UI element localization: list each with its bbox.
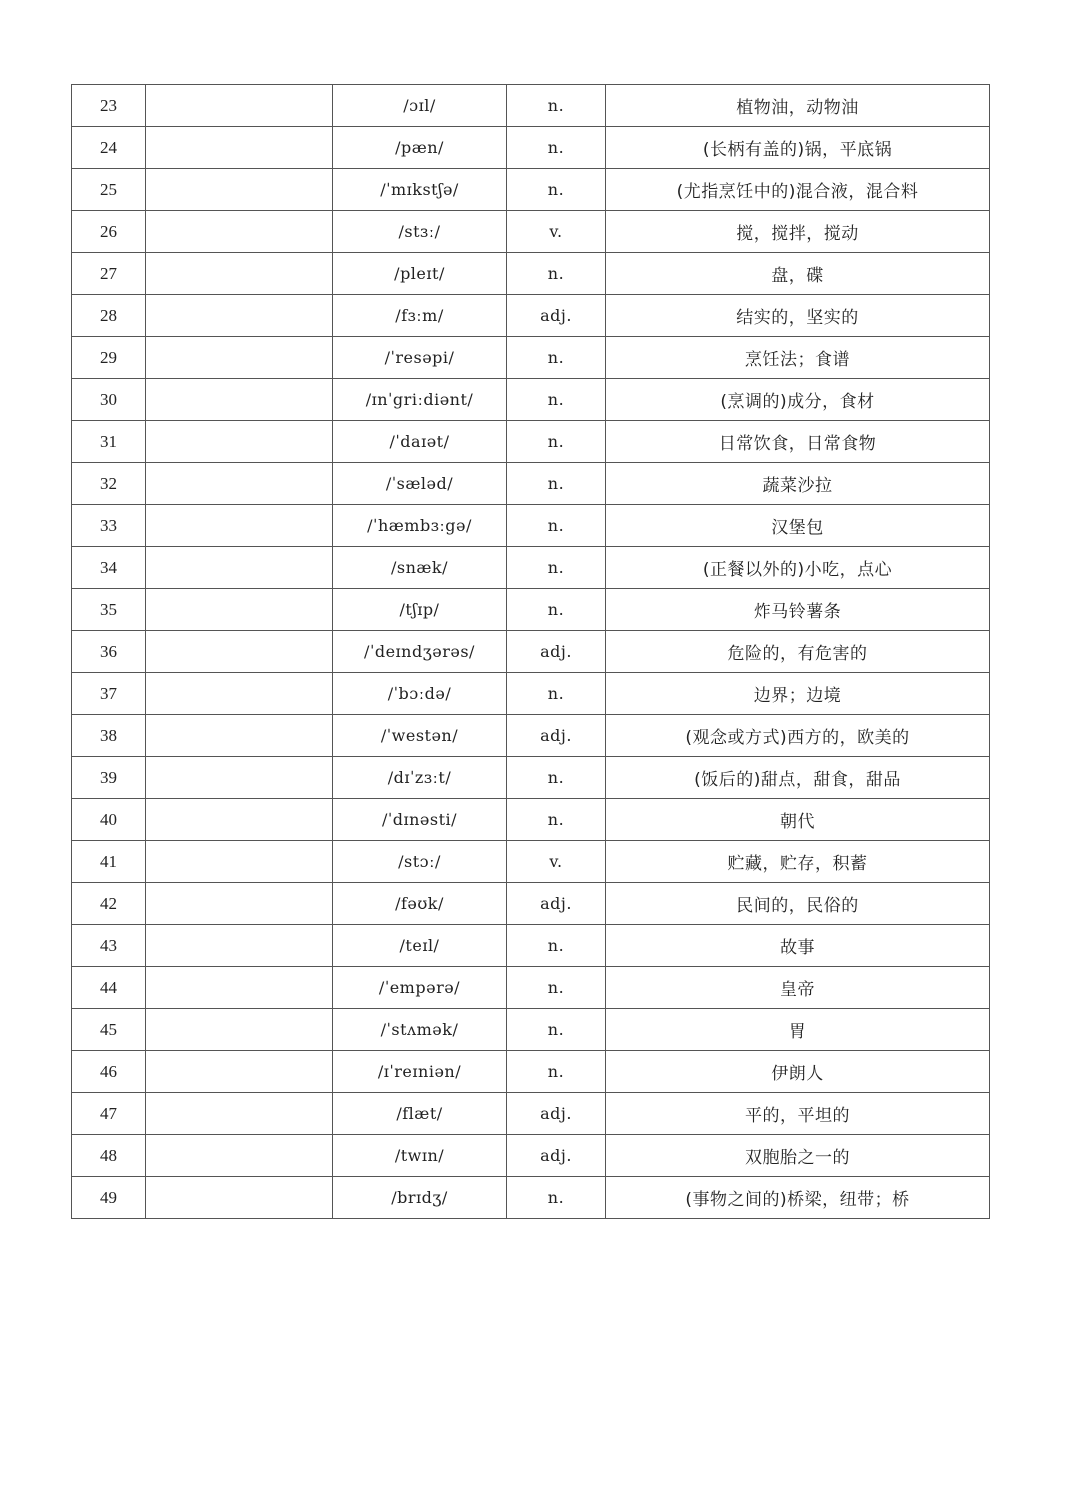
row-number: 41 (72, 841, 146, 883)
word-cell (146, 421, 333, 463)
row-number: 44 (72, 967, 146, 1009)
table-row (72, 799, 990, 841)
word-cell (146, 925, 333, 967)
row-number: 48 (72, 1135, 146, 1177)
row-number: 32 (72, 463, 146, 505)
phonetic-cell: /ˈsæləd/ (333, 463, 507, 505)
part-of-speech-cell: v. (507, 841, 606, 883)
table-row (72, 925, 990, 967)
word-cell (146, 337, 333, 379)
meaning-cell: 结实的，坚实的 (606, 295, 990, 337)
meaning-cell: 边界；边境 (606, 673, 990, 715)
phonetic-cell: /ˈmɪkstʃə/ (333, 169, 507, 211)
phonetic-cell: /pæn/ (333, 127, 507, 169)
table-row (72, 883, 990, 925)
phonetic-cell: /ˈempərə/ (333, 967, 507, 1009)
table-row (72, 1009, 990, 1051)
row-number: 30 (72, 379, 146, 421)
phonetic-cell: /tʃɪp/ (333, 589, 507, 631)
phonetic-cell: /stɜː/ (333, 211, 507, 253)
part-of-speech-cell: n. (507, 547, 606, 589)
meaning-cell: (烹调的)成分，食材 (606, 379, 990, 421)
meaning-cell: 植物油，动物油 (606, 85, 990, 127)
table-row (72, 673, 990, 715)
word-cell (146, 505, 333, 547)
word-cell (146, 547, 333, 589)
table-row (72, 547, 990, 589)
row-number: 25 (72, 169, 146, 211)
phonetic-cell: /ˈstʌmək/ (333, 1009, 507, 1051)
part-of-speech-cell: n. (507, 85, 606, 127)
part-of-speech-cell: n. (507, 1177, 606, 1219)
part-of-speech-cell: adj. (507, 295, 606, 337)
word-cell (146, 379, 333, 421)
word-cell (146, 85, 333, 127)
part-of-speech-cell: n. (507, 799, 606, 841)
vocabulary-table-body (72, 85, 990, 1219)
table-row (72, 463, 990, 505)
phonetic-cell: /ɪnˈgriːdiənt/ (333, 379, 507, 421)
phonetic-cell: /flæt/ (333, 1093, 507, 1135)
meaning-cell: (事物之间的)桥梁，纽带；桥 (606, 1177, 990, 1219)
table-row (72, 505, 990, 547)
meaning-cell: (正餐以外的)小吃，点心 (606, 547, 990, 589)
word-cell (146, 1051, 333, 1093)
word-cell (146, 715, 333, 757)
row-number: 39 (72, 757, 146, 799)
row-number: 43 (72, 925, 146, 967)
row-number: 46 (72, 1051, 146, 1093)
word-cell (146, 463, 333, 505)
table-row (72, 715, 990, 757)
meaning-cell: 危险的，有危害的 (606, 631, 990, 673)
table-row (72, 1093, 990, 1135)
meaning-cell: 双胞胎之一的 (606, 1135, 990, 1177)
meaning-cell: 朝代 (606, 799, 990, 841)
part-of-speech-cell: n. (507, 337, 606, 379)
phonetic-cell: /ˈbɔːdə/ (333, 673, 507, 715)
part-of-speech-cell: adj. (507, 631, 606, 673)
row-number: 42 (72, 883, 146, 925)
table-row (72, 295, 990, 337)
part-of-speech-cell: n. (507, 169, 606, 211)
table-row (72, 253, 990, 295)
row-number: 28 (72, 295, 146, 337)
word-cell (146, 127, 333, 169)
table-row (72, 1135, 990, 1177)
part-of-speech-cell: n. (507, 673, 606, 715)
table-row (72, 1177, 990, 1219)
phonetic-cell: /teɪl/ (333, 925, 507, 967)
vocabulary-table (71, 84, 990, 1219)
part-of-speech-cell: n. (507, 589, 606, 631)
row-number: 24 (72, 127, 146, 169)
meaning-cell: 皇帝 (606, 967, 990, 1009)
word-cell (146, 631, 333, 673)
phonetic-cell: /fɜːm/ (333, 295, 507, 337)
meaning-cell: (长柄有盖的)锅，平底锅 (606, 127, 990, 169)
phonetic-cell: /ˈwestən/ (333, 715, 507, 757)
word-cell (146, 967, 333, 1009)
part-of-speech-cell: v. (507, 211, 606, 253)
meaning-cell: 烹饪法；食谱 (606, 337, 990, 379)
meaning-cell: 搅，搅拌，搅动 (606, 211, 990, 253)
word-cell (146, 589, 333, 631)
row-number: 38 (72, 715, 146, 757)
table-row (72, 211, 990, 253)
phonetic-cell: /twɪn/ (333, 1135, 507, 1177)
word-cell (146, 295, 333, 337)
row-number: 29 (72, 337, 146, 379)
part-of-speech-cell: adj. (507, 1135, 606, 1177)
word-cell (146, 169, 333, 211)
meaning-cell: 故事 (606, 925, 990, 967)
phonetic-cell: /ˈresəpi/ (333, 337, 507, 379)
part-of-speech-cell: n. (507, 379, 606, 421)
row-number: 36 (72, 631, 146, 673)
row-number: 34 (72, 547, 146, 589)
word-cell (146, 1135, 333, 1177)
part-of-speech-cell: adj. (507, 1093, 606, 1135)
table-row (72, 169, 990, 211)
row-number: 35 (72, 589, 146, 631)
phonetic-cell: /dɪˈzɜːt/ (333, 757, 507, 799)
meaning-cell: (尤指烹饪中的)混合液，混合料 (606, 169, 990, 211)
word-cell (146, 1093, 333, 1135)
word-cell (146, 1177, 333, 1219)
table-row (72, 1051, 990, 1093)
phonetic-cell: /brɪdʒ/ (333, 1177, 507, 1219)
phonetic-cell: /ˈdaɪət/ (333, 421, 507, 463)
phonetic-cell: /ˈdɪnəsti/ (333, 799, 507, 841)
phonetic-cell: /ɔɪl/ (333, 85, 507, 127)
word-cell (146, 253, 333, 295)
table-row (72, 757, 990, 799)
meaning-cell: 伊朗人 (606, 1051, 990, 1093)
part-of-speech-cell: adj. (507, 715, 606, 757)
phonetic-cell: /ˈhæmbɜːgə/ (333, 505, 507, 547)
part-of-speech-cell: n. (507, 1009, 606, 1051)
row-number: 49 (72, 1177, 146, 1219)
meaning-cell: (观念或方式)西方的，欧美的 (606, 715, 990, 757)
phonetic-cell: /ˈdeɪndʒərəs/ (333, 631, 507, 673)
table-row (72, 337, 990, 379)
part-of-speech-cell: n. (507, 253, 606, 295)
word-cell (146, 757, 333, 799)
part-of-speech-cell: n. (507, 757, 606, 799)
row-number: 45 (72, 1009, 146, 1051)
phonetic-cell: /stɔː/ (333, 841, 507, 883)
part-of-speech-cell: adj. (507, 883, 606, 925)
part-of-speech-cell: n. (507, 925, 606, 967)
part-of-speech-cell: n. (507, 421, 606, 463)
meaning-cell: 炸马铃薯条 (606, 589, 990, 631)
row-number: 31 (72, 421, 146, 463)
table-row (72, 589, 990, 631)
meaning-cell: 胃 (606, 1009, 990, 1051)
table-row (72, 85, 990, 127)
part-of-speech-cell: n. (507, 1051, 606, 1093)
meaning-cell: 盘，碟 (606, 253, 990, 295)
part-of-speech-cell: n. (507, 967, 606, 1009)
meaning-cell: 汉堡包 (606, 505, 990, 547)
table-row (72, 379, 990, 421)
meaning-cell: (饭后的)甜点，甜食，甜品 (606, 757, 990, 799)
row-number: 27 (72, 253, 146, 295)
word-cell (146, 673, 333, 715)
phonetic-cell: /fəʊk/ (333, 883, 507, 925)
meaning-cell: 民间的，民俗的 (606, 883, 990, 925)
word-cell (146, 1009, 333, 1051)
phonetic-cell: /snæk/ (333, 547, 507, 589)
meaning-cell: 日常饮食，日常食物 (606, 421, 990, 463)
phonetic-cell: /pleɪt/ (333, 253, 507, 295)
part-of-speech-cell: n. (507, 505, 606, 547)
table-row (72, 841, 990, 883)
table-row (72, 967, 990, 1009)
word-cell (146, 211, 333, 253)
row-number: 23 (72, 85, 146, 127)
row-number: 26 (72, 211, 146, 253)
phonetic-cell: /ɪˈreɪniən/ (333, 1051, 507, 1093)
meaning-cell: 贮藏，贮存，积蓄 (606, 841, 990, 883)
row-number: 40 (72, 799, 146, 841)
table-row (72, 127, 990, 169)
table-row (72, 421, 990, 463)
table-row (72, 631, 990, 673)
part-of-speech-cell: n. (507, 127, 606, 169)
part-of-speech-cell: n. (507, 463, 606, 505)
row-number: 37 (72, 673, 146, 715)
word-cell (146, 883, 333, 925)
word-cell (146, 799, 333, 841)
row-number: 47 (72, 1093, 146, 1135)
word-cell (146, 841, 333, 883)
meaning-cell: 蔬菜沙拉 (606, 463, 990, 505)
row-number: 33 (72, 505, 146, 547)
meaning-cell: 平的，平坦的 (606, 1093, 990, 1135)
